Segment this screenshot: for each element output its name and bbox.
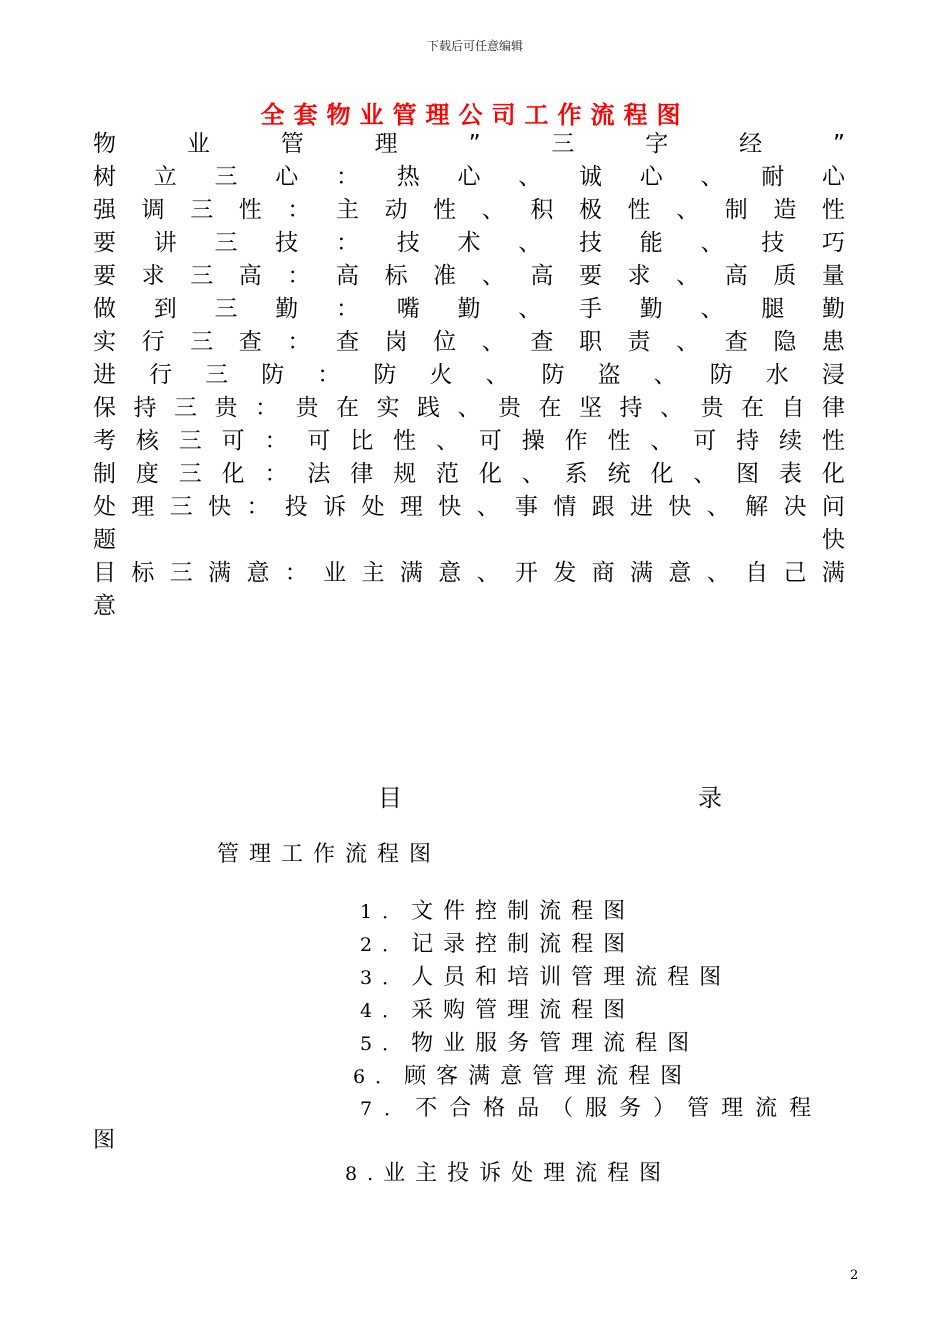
motto-char: 、 xyxy=(485,362,509,388)
motto-char: 患 xyxy=(821,329,845,355)
motto-char: ： xyxy=(336,296,359,322)
motto-char: 处 xyxy=(93,494,116,520)
motto-char: 防 xyxy=(541,362,565,388)
motto-char: 律 xyxy=(822,395,845,421)
toc-item xyxy=(360,996,635,1026)
motto-char: 勤 xyxy=(275,296,299,322)
motto-char: 字 xyxy=(645,131,669,157)
toc-item xyxy=(360,930,635,960)
header-note: 下载后可任意编辑 xyxy=(426,39,523,53)
motto-char: 律 xyxy=(350,461,374,487)
motto-char: 化 xyxy=(221,461,245,487)
motto-char: 图 xyxy=(736,461,760,487)
motto-char: 进 xyxy=(630,494,654,520)
toc-item-number: 2． xyxy=(360,934,412,956)
motto-char: 浸 xyxy=(821,362,845,388)
motto-char: 、 xyxy=(676,197,700,223)
motto-char: 核 xyxy=(135,428,159,454)
toc-item xyxy=(93,1126,125,1156)
motto-char: 开 xyxy=(514,560,538,586)
motto-char: 腿 xyxy=(761,296,785,322)
motto-char: ： xyxy=(264,428,288,454)
toc-item xyxy=(360,1094,845,1124)
motto-char: 术 xyxy=(457,230,481,256)
motto-char: 三 xyxy=(169,494,193,520)
motto-line xyxy=(93,260,845,293)
motto-char: 、 xyxy=(706,494,730,520)
motto-char: 勤 xyxy=(457,296,481,322)
motto-char: 制 xyxy=(724,197,748,223)
motto-char: 技 xyxy=(579,230,602,256)
motto-char: 行 xyxy=(149,362,173,388)
toc-item-text: 文件控制流程图 xyxy=(411,899,636,924)
motto-char: 火 xyxy=(429,362,453,388)
motto-line xyxy=(93,326,845,359)
motto-char: 化 xyxy=(821,461,845,487)
motto-char: 三 xyxy=(190,197,214,223)
motto-char: 行 xyxy=(141,329,165,355)
toc-item xyxy=(360,1029,699,1059)
motto-char: 性 xyxy=(821,428,845,454)
motto-char: 贵 xyxy=(295,395,319,421)
motto-char: 制 xyxy=(93,461,116,487)
motto-char: 决 xyxy=(783,494,807,520)
motto-char: 、 xyxy=(476,494,500,520)
motto-char: ： xyxy=(287,197,311,223)
motto-char: 满 xyxy=(399,560,423,586)
motto-char: 、 xyxy=(481,329,505,355)
motto-char: 快 xyxy=(208,494,232,520)
motto-char: 坚 xyxy=(579,395,602,421)
motto-char: 理 xyxy=(131,494,155,520)
motto-line xyxy=(93,557,845,590)
motto-char: 业 xyxy=(186,131,210,157)
motto-char: 高 xyxy=(335,263,359,289)
motto-char: 查 xyxy=(724,329,748,355)
motto-char: 隐 xyxy=(773,329,797,355)
motto-char: 统 xyxy=(607,461,631,487)
motto-char: 、 xyxy=(676,329,700,355)
motto-char: ： xyxy=(264,461,288,487)
motto-char: 三 xyxy=(190,263,214,289)
motto-char: 规 xyxy=(393,461,417,487)
motto-char: 强 xyxy=(93,197,116,223)
motto-char: 、 xyxy=(676,263,700,289)
motto-char: 、 xyxy=(693,461,717,487)
motto-char: 物 xyxy=(93,131,116,157)
motto-char: 诉 xyxy=(323,494,347,520)
motto-char: 意 xyxy=(668,560,692,586)
motto-char: 问 xyxy=(821,494,845,520)
motto-char: 标 xyxy=(384,263,408,289)
motto-char: 调 xyxy=(141,197,165,223)
motto-char: 处 xyxy=(361,494,385,520)
motto-char: 三 xyxy=(178,461,202,487)
motto-char: 理 xyxy=(374,131,398,157)
motto-char: 查 xyxy=(530,329,554,355)
motto-char: 讲 xyxy=(153,230,177,256)
motto-char: 量 xyxy=(821,263,845,289)
motto-char: 管 xyxy=(280,131,304,157)
motto-char: 造 xyxy=(773,197,797,223)
motto-char: 要 xyxy=(93,263,116,289)
motto-char: 标 xyxy=(131,560,155,586)
motto-char: 商 xyxy=(591,560,615,586)
motto-char: 技 xyxy=(396,230,420,256)
motto-char: 可 xyxy=(478,428,502,454)
toc-item-text: 顾客满意管理流程图 xyxy=(404,1064,693,1089)
motto-char: 心 xyxy=(457,164,481,190)
toc-item-number: 3． xyxy=(360,967,412,989)
motto-char: 作 xyxy=(564,428,588,454)
motto-char: 、 xyxy=(700,230,724,256)
toc-item-text: 图 xyxy=(93,1128,126,1153)
motto-char: 贵 xyxy=(498,395,521,421)
motto-char: 要 xyxy=(578,263,602,289)
motto-char: 、 xyxy=(518,164,542,190)
motto-char: ： xyxy=(284,560,308,586)
motto-line xyxy=(93,293,845,326)
motto-char: 责 xyxy=(627,329,651,355)
motto-char: 在 xyxy=(336,395,359,421)
motto-line xyxy=(93,458,845,491)
motto-line xyxy=(93,161,845,194)
motto-char: 持 xyxy=(133,395,157,421)
document-title: 全套物业管理公司工作流程图 xyxy=(260,101,690,129)
motto-char: 意 xyxy=(246,560,270,586)
motto-char: 耐 xyxy=(761,164,785,190)
motto-char: 热 xyxy=(396,164,420,190)
motto-line xyxy=(93,524,845,557)
motto-line xyxy=(93,128,845,161)
motto-char: 性 xyxy=(627,197,651,223)
motto-char: 事 xyxy=(514,494,538,520)
motto-line xyxy=(93,359,845,392)
motto-char: 投 xyxy=(284,494,308,520)
motto-char: 践 xyxy=(417,395,440,421)
motto-char: 在 xyxy=(741,395,764,421)
motto-char: 防 xyxy=(709,362,733,388)
motto-char: 防 xyxy=(373,362,397,388)
motto-char: 保 xyxy=(93,395,116,421)
motto-char: 三 xyxy=(205,362,229,388)
toc-item-text: 业主投诉处理流程图 xyxy=(383,1161,672,1186)
motto-char: 实 xyxy=(93,329,116,355)
motto-char: 高 xyxy=(530,263,554,289)
motto-char: 水 xyxy=(765,362,789,388)
toc-item-number: 8. xyxy=(345,1163,384,1185)
motto-char: 自 xyxy=(745,560,769,586)
motto-char: 满 xyxy=(630,560,654,586)
motto-char: 操 xyxy=(521,428,545,454)
motto-char: 理 xyxy=(399,494,423,520)
motto-line xyxy=(93,194,845,227)
motto-char: 进 xyxy=(93,362,116,388)
motto-line xyxy=(93,425,845,458)
toc-heading-left: 目 xyxy=(378,784,402,812)
motto-char: 勤 xyxy=(639,296,663,322)
motto-char: 满 xyxy=(208,560,232,586)
motto-char: 性 xyxy=(238,197,262,223)
toc-item-text: 人员和培训管理流程图 xyxy=(411,965,732,990)
motto-char: 表 xyxy=(779,461,802,487)
motto-char: 查 xyxy=(335,329,359,355)
motto-char: 三 xyxy=(174,395,197,421)
motto-char: 巧 xyxy=(822,230,845,256)
motto-char: 三 xyxy=(178,428,202,454)
motto-char: 题 xyxy=(93,527,116,553)
motto-char: 岗 xyxy=(384,329,408,355)
motto-char: ” xyxy=(468,131,481,157)
motto-char: 极 xyxy=(578,197,602,223)
motto-char: 心 xyxy=(275,164,299,190)
motto-char: 持 xyxy=(736,428,760,454)
motto-line xyxy=(93,590,845,623)
page-number: 2 xyxy=(850,1268,859,1283)
motto-char: 、 xyxy=(706,560,730,586)
motto-char: ： xyxy=(336,164,359,190)
motto-char: 快 xyxy=(438,494,462,520)
motto-char: 贵 xyxy=(214,395,238,421)
motto-char: 范 xyxy=(436,461,459,487)
motto-char: 贵 xyxy=(700,395,724,421)
motto-char: 、 xyxy=(476,560,500,586)
motto-char: ： xyxy=(287,263,311,289)
motto-char: 续 xyxy=(779,428,802,454)
motto-char: 性 xyxy=(393,428,417,454)
motto-line xyxy=(93,227,845,260)
motto-char: 积 xyxy=(530,197,554,223)
motto-char: 勤 xyxy=(822,296,845,322)
motto-char: 做 xyxy=(93,296,116,322)
motto-char: 诚 xyxy=(579,164,602,190)
motto-char: 快 xyxy=(822,527,845,553)
motto-char: 高 xyxy=(724,263,748,289)
toc-item-text: 记录控制流程图 xyxy=(411,932,636,957)
motto-char: 、 xyxy=(436,428,459,454)
motto-char: 化 xyxy=(650,461,674,487)
toc-item-text: 物业服务管理流程图 xyxy=(411,1031,700,1056)
motto-char: 高 xyxy=(238,263,262,289)
motto-char: 、 xyxy=(518,230,542,256)
motto-char: 盗 xyxy=(597,362,621,388)
motto-char: 可 xyxy=(693,428,717,454)
motto-char: 跟 xyxy=(591,494,615,520)
motto-char: 度 xyxy=(135,461,159,487)
motto-char: 三 xyxy=(214,164,238,190)
motto-char: ： xyxy=(246,494,270,520)
toc-item-number: 4． xyxy=(360,1000,412,1022)
motto-char: 准 xyxy=(433,263,457,289)
motto-char: 性 xyxy=(607,428,631,454)
toc-item-number: 1． xyxy=(360,901,412,923)
motto-char: 要 xyxy=(93,230,116,256)
motto-char: 、 xyxy=(521,461,545,487)
motto-char: 嘴 xyxy=(396,296,420,322)
motto-char: 三 xyxy=(214,296,238,322)
motto-char: 到 xyxy=(153,296,177,322)
motto-char: 、 xyxy=(518,296,542,322)
motto-char: ： xyxy=(255,395,278,421)
toc-item-number: 6． xyxy=(353,1066,405,1088)
toc-heading-right: 录 xyxy=(698,784,722,812)
motto-char: 发 xyxy=(553,560,577,586)
motto-char: 防 xyxy=(261,362,285,388)
motto-char: 性 xyxy=(433,197,457,223)
motto-char: 考 xyxy=(93,428,116,454)
motto-char: 在 xyxy=(538,395,562,421)
motto-char: 职 xyxy=(578,329,602,355)
motto-char: 意 xyxy=(438,560,462,586)
motto-char: 、 xyxy=(457,395,481,421)
motto-char: 主 xyxy=(361,560,385,586)
motto-char: 三 xyxy=(214,230,238,256)
motto-char: 可 xyxy=(307,428,331,454)
motto-char: 满 xyxy=(821,560,845,586)
motto-char: 主 xyxy=(335,197,359,223)
toc-item xyxy=(360,963,731,993)
motto-char: 比 xyxy=(350,428,374,454)
motto-char: 立 xyxy=(153,164,177,190)
motto-char: 解 xyxy=(745,494,769,520)
motto-char: 位 xyxy=(433,329,457,355)
motto-char: 技 xyxy=(275,230,299,256)
motto-char: 实 xyxy=(376,395,400,421)
motto-char: 、 xyxy=(660,395,683,421)
motto-char: 目 xyxy=(93,560,116,586)
motto-char: 、 xyxy=(481,263,505,289)
toc-item-number: 5． xyxy=(360,1033,412,1055)
motto-char: 法 xyxy=(307,461,331,487)
toc-item-text: 采购管理流程图 xyxy=(411,998,636,1023)
motto-char: 求 xyxy=(141,263,165,289)
motto-char: ： xyxy=(287,329,311,355)
motto-char: 持 xyxy=(619,395,643,421)
toc-item xyxy=(353,1062,692,1092)
motto-char: 、 xyxy=(653,362,677,388)
motto-char: ： xyxy=(317,362,341,388)
motto-char: 、 xyxy=(650,428,674,454)
motto-char: 可 xyxy=(221,428,245,454)
motto-char: 意 xyxy=(93,593,116,619)
motto-line xyxy=(93,392,845,425)
motto-char: 快 xyxy=(668,494,692,520)
motto-line xyxy=(93,491,845,524)
motto-char: 三 xyxy=(190,329,214,355)
motto-char: 技 xyxy=(761,230,785,256)
toc-item-text: 不合格品（服务）管理流程 xyxy=(415,1096,824,1121)
toc-item xyxy=(345,1159,671,1189)
toc-subtitle: 管理工作流程图 xyxy=(217,842,442,867)
motto-char: 求 xyxy=(627,263,651,289)
motto-char: 业 xyxy=(323,560,347,586)
motto-char: 三 xyxy=(551,131,575,157)
motto-char: 己 xyxy=(783,560,807,586)
motto-char: 自 xyxy=(781,395,805,421)
motto-char: 、 xyxy=(481,197,505,223)
motto-char: 经 xyxy=(739,131,763,157)
motto-char: 、 xyxy=(700,164,724,190)
motto-char: 、 xyxy=(700,296,724,322)
motto-char: 心 xyxy=(822,164,845,190)
motto-char: 心 xyxy=(639,164,663,190)
toc-item xyxy=(360,897,635,927)
motto-char: 情 xyxy=(553,494,577,520)
motto-char: 系 xyxy=(564,461,588,487)
motto-char: 动 xyxy=(384,197,408,223)
motto-char: 树 xyxy=(93,164,116,190)
motto-char: 性 xyxy=(821,197,845,223)
motto-char: 化 xyxy=(478,461,502,487)
motto-char: 查 xyxy=(238,329,262,355)
motto-char: 手 xyxy=(579,296,602,322)
toc-item-number: 7． xyxy=(360,1098,416,1120)
motto-char: 能 xyxy=(639,230,663,256)
motto-char: ： xyxy=(336,230,359,256)
motto-char: 三 xyxy=(169,560,193,586)
motto-char: 质 xyxy=(773,263,797,289)
motto-char: ” xyxy=(833,131,845,157)
